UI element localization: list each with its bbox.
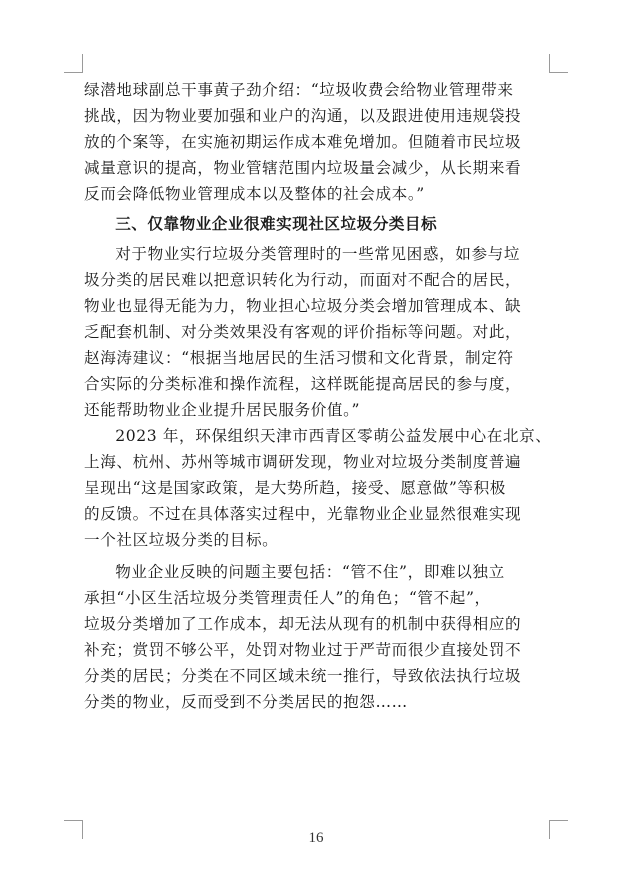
- crop-mark-top-right: [549, 54, 568, 73]
- section-heading: 三、仅靠物业企业很难实现社区垃圾分类目标: [115, 215, 438, 233]
- crop-mark-top-left: [64, 54, 83, 73]
- page-number: 16: [308, 830, 324, 846]
- paragraph: 对于物业实行垃圾分类管理时的一些常见困惑，如参与垃 圾分类的居民难以把意识转化为行动，而面对不配合的居民， 物业也显得无能为力，物业担心垃圾分类会增加管理成本、缺 乏配套机制、对分类效果没有客观的评价指标等问题。对此， 赵海涛建议：“根据当地居民的生活习惯和文化背景，制定符 合实际的分类标准和操作流程，这样既能提高居民的参与度， 还能帮助物业企业提升居民服务价值。”: [84, 245, 522, 419]
- paragraph-continued: 绿潜地球副总干事黄子劲介绍：“垃圾收费会给物业管理带来 挑战，因为物业要加强和业户的沟通，以及跟进使用违规袋投 放的个案等，在实施初期运作成本难免增加。但随着市民垃圾 减量意识的提高，物业管辖范围内垃圾量会减少，从长期来看 反而会降低物业管理成本以及整体的社会成本。”: [84, 81, 522, 203]
- paragraph: 物业企业反映的问题主要包括：“管不住”，即难以独立 承担“小区生活垃圾分类管理责任人”的角色；“管不起”， 垃圾分类增加了工作成本，却无法从现有的机制中获得相应的 补充；赏罚不够公平，处罚对物业过于严苛而很少直接处罚不 分类的居民；分类在不同区域未统一推行，导致依法执行垃圾 分类的物业，反而受到不分类居民的抱怨……: [84, 563, 522, 711]
- paragraph: 2023 年，环保组织天津市西青区零萌公益发展中心在北京、 上海、杭州、苏州等城市调研发现，物业对垃圾分类制度普遍 呈现出“这是国家政策，是大势所趋，接受、愿意做”等积极 的反馈。不过在具体落实过程中，光靠物业企业显然很难实现 一个社区垃圾分类的目标。: [84, 427, 552, 549]
- page-body: [84, 77, 554, 715]
